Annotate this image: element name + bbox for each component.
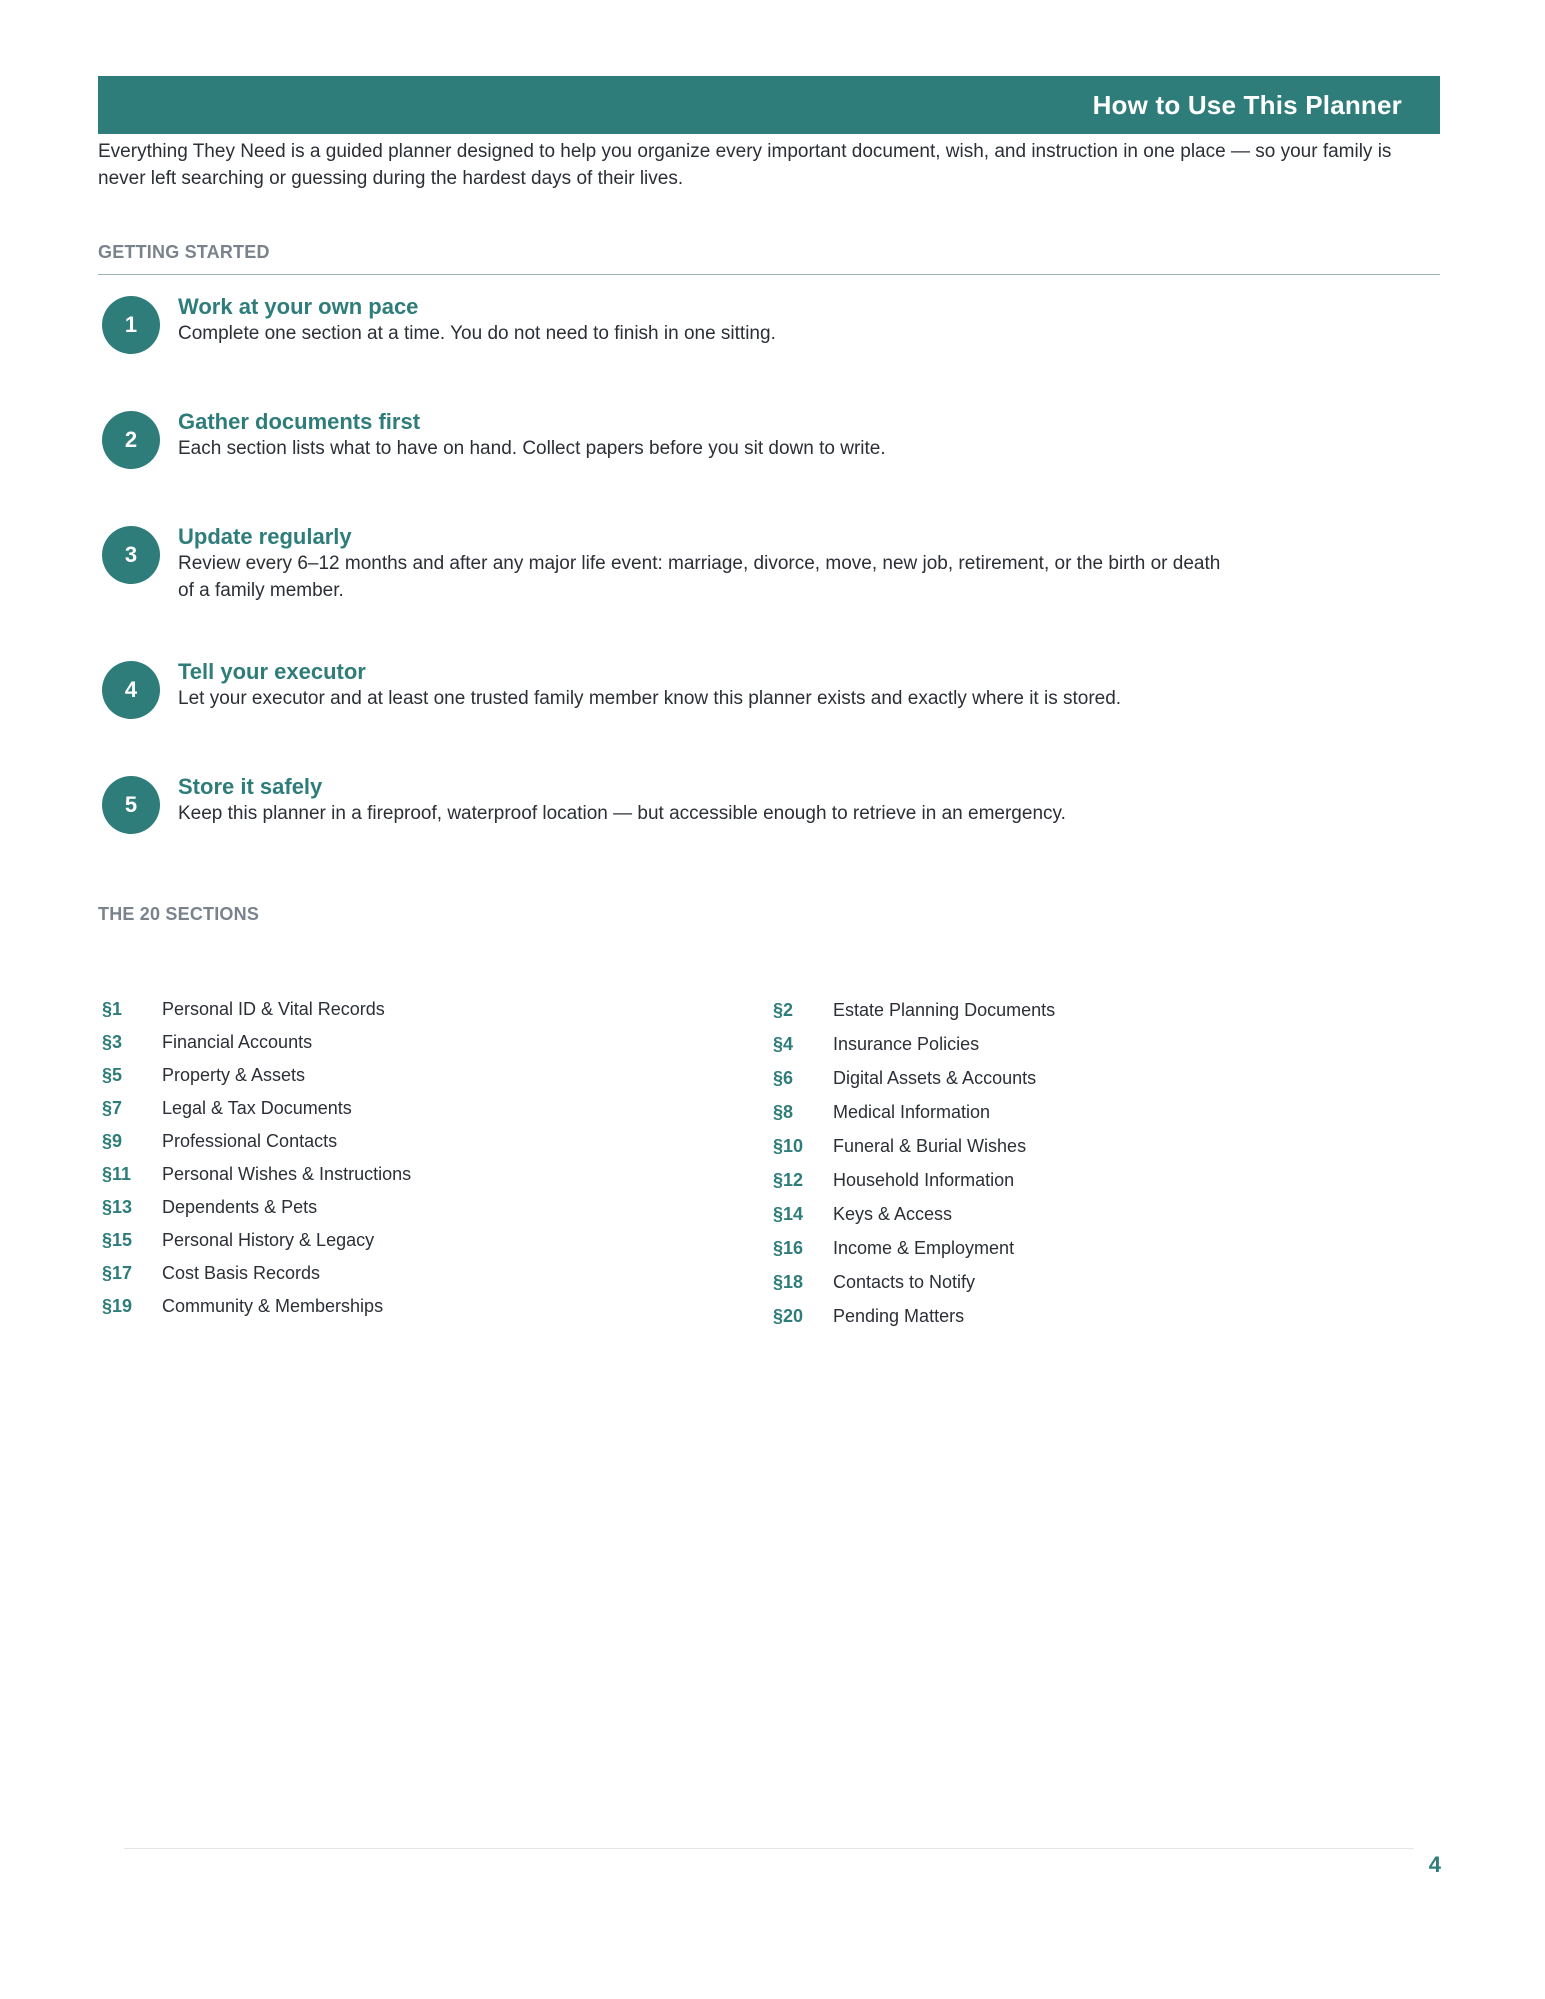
section-list-item	[769, 1134, 1440, 1168]
step-title: Gather documents first	[178, 409, 421, 434]
section-list-item	[769, 1100, 1440, 1134]
section-label: Pending Matters	[833, 1306, 965, 1326]
section-number: §4	[773, 1034, 794, 1054]
section-list-item	[98, 997, 769, 1030]
getting-started-heading: GETTING STARTED	[98, 242, 270, 262]
section-number: §12	[773, 1170, 804, 1190]
section-number: §18	[773, 1272, 804, 1292]
section-number: §1	[102, 999, 123, 1019]
step-item	[98, 659, 1440, 719]
section-list-item	[98, 1162, 769, 1195]
section-number: §2	[773, 1000, 794, 1020]
steps-list	[98, 294, 1440, 834]
section-label: Medical Information	[833, 1102, 991, 1122]
step-text: Keep this planner in a fireproof, waterproof location — but accessible enough to retrieve in an emergency.	[178, 803, 1066, 824]
sections-column-left	[98, 997, 769, 1338]
section-list-item	[769, 1168, 1440, 1202]
step-item	[98, 409, 1440, 469]
section-number: §15	[102, 1230, 133, 1250]
section-number: §14	[773, 1204, 804, 1224]
section-label: Cost Basis Records	[162, 1263, 321, 1283]
section-list-item	[98, 1294, 769, 1327]
section-number: §13	[102, 1197, 133, 1217]
section-list-item	[769, 1304, 1440, 1338]
step-number-badge: 2	[102, 411, 160, 469]
intro-paragraph: Everything They Need is a guided planner designed to help you organize every important document, wish, and instruction in one place — so your family is never left searching or guessing during the hardest days of their lives.	[98, 141, 1392, 189]
section-number: §8	[773, 1102, 794, 1122]
section-number: §17	[102, 1263, 133, 1283]
section-list-item	[98, 1063, 769, 1096]
section-list-item	[769, 1066, 1440, 1100]
step-title: Store it safely	[178, 774, 323, 799]
section-label: Insurance Policies	[833, 1034, 980, 1054]
section-label: Property & Assets	[162, 1065, 306, 1085]
planner-page	[98, 76, 1440, 1338]
section-number: §16	[773, 1238, 804, 1258]
step-item	[98, 294, 1440, 354]
section-label: Dependents & Pets	[162, 1197, 318, 1217]
section-label: Digital Assets & Accounts	[833, 1068, 1037, 1088]
section-list-item	[769, 1236, 1440, 1270]
section-label: Estate Planning Documents	[833, 1000, 1056, 1020]
section-list-item	[769, 1270, 1440, 1304]
section-number: §10	[773, 1136, 804, 1156]
section-list-item	[769, 1202, 1440, 1236]
step-text: Complete one section at a time. You do not need to finish in one sitting.	[178, 323, 776, 344]
step-body	[178, 294, 1278, 347]
step-body	[178, 659, 1278, 712]
section-number: §20	[773, 1306, 804, 1326]
title-banner	[98, 76, 1440, 134]
step-title: Update regularly	[178, 524, 352, 549]
section-label: Personal Wishes & Instructions	[162, 1164, 412, 1184]
section-label: Income & Employment	[833, 1238, 1015, 1258]
section-label: Contacts to Notify	[833, 1272, 976, 1292]
step-title: Tell your executor	[178, 659, 366, 684]
section-label: Personal ID & Vital Records	[162, 999, 385, 1019]
section-number: §3	[102, 1032, 123, 1052]
step-number-badge: 4	[102, 661, 160, 719]
step-text: Let your executor and at least one trusted family member know this planner exists and exactly where it is stored.	[178, 688, 1122, 709]
step-title: Work at your own pace	[178, 294, 419, 319]
section-list-item	[98, 1129, 769, 1162]
section-label: Legal & Tax Documents	[162, 1098, 352, 1118]
section-number: §5	[102, 1065, 123, 1085]
step-number-badge: 1	[102, 296, 160, 354]
step-number-badge: 3	[102, 526, 160, 584]
sections-heading: THE 20 SECTIONS	[98, 904, 260, 924]
section-list-item	[98, 1030, 769, 1063]
section-label: Professional Contacts	[162, 1131, 338, 1151]
sections-grid	[98, 997, 1440, 1338]
section-label: Financial Accounts	[162, 1032, 313, 1052]
sections-column-right	[769, 998, 1440, 1338]
step-body	[178, 774, 1278, 827]
step-item	[98, 524, 1440, 604]
step-item	[98, 774, 1440, 834]
section-label: Household Information	[833, 1170, 1015, 1190]
section-number: §9	[102, 1131, 123, 1151]
step-body	[178, 409, 1278, 462]
footer-divider	[124, 1848, 1414, 1849]
section-list-item	[98, 1195, 769, 1228]
section-label: Funeral & Burial Wishes	[833, 1136, 1027, 1156]
step-text: Each section lists what to have on hand. Collect papers before you sit down to write.	[178, 438, 886, 459]
section-label: Community & Memberships	[162, 1296, 384, 1316]
page-number: 4	[1428, 1852, 1441, 1877]
section-number: §11	[102, 1164, 132, 1184]
page-title: How to Use This Planner	[1092, 89, 1402, 120]
step-body	[178, 524, 1278, 604]
section-list-item	[769, 1032, 1440, 1066]
section-list-item	[769, 998, 1440, 1032]
section-list-item	[98, 1228, 769, 1261]
section-list-item	[98, 1261, 769, 1294]
section-number: §7	[102, 1098, 123, 1118]
section-label: Keys & Access	[833, 1204, 953, 1224]
section-number: §6	[773, 1068, 794, 1088]
step-text: Review every 6–12 months and after any major life event: marriage, divorce, move, new job, retirement, or the birth or death of a family member.	[178, 553, 1221, 601]
section-number: §19	[102, 1296, 133, 1316]
section-label: Personal History & Legacy	[162, 1230, 375, 1250]
step-number-badge: 5	[102, 776, 160, 834]
section-list-item	[98, 1096, 769, 1129]
section-divider	[98, 274, 1440, 275]
